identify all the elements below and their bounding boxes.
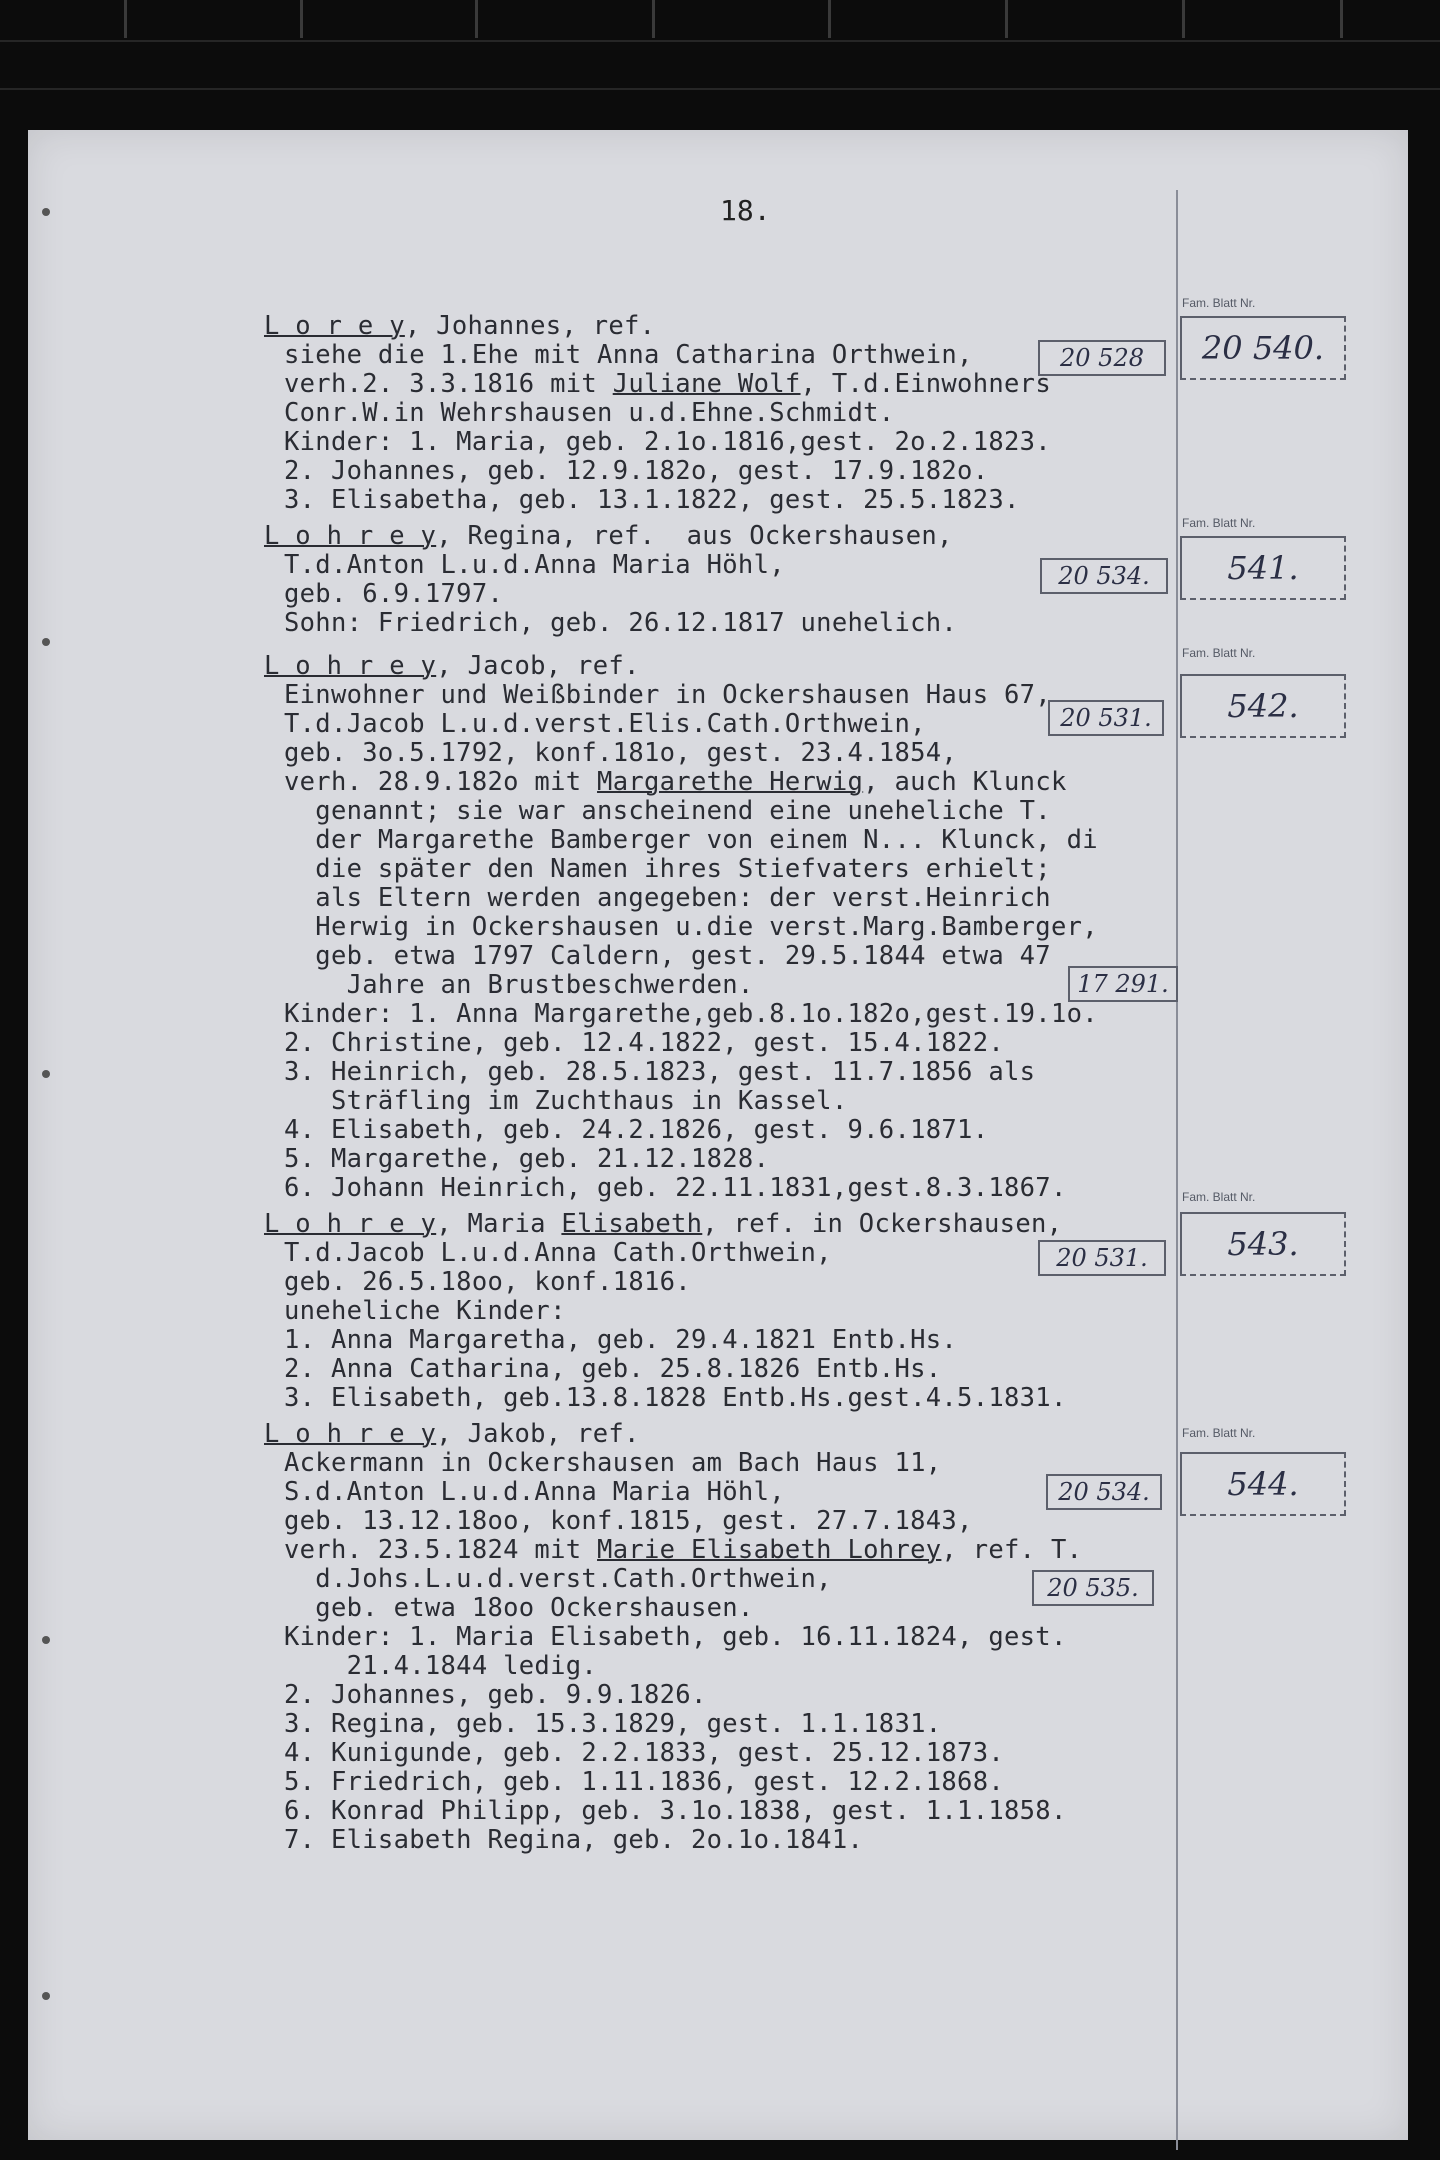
entry-heading — [264, 312, 655, 341]
entry-line: die später den Namen ihres Stiefvaters erhielt; — [284, 854, 1051, 884]
entry-line: geb. 26.5.18oo, konf.1816. — [284, 1267, 691, 1297]
entry-line: 2. Johannes, geb. 9.9.1826. — [284, 1680, 707, 1710]
line-text: verh.2. 3.3.1816 mit — [284, 369, 613, 399]
entry-line: 21.4.1844 ledig. — [284, 1651, 598, 1681]
surname: L o h r e y — [264, 1209, 437, 1239]
reference-box: 20 534. — [1046, 1474, 1162, 1510]
reference-box: 20 534. — [1040, 558, 1168, 594]
document-page — [28, 130, 1408, 2140]
line-text: , Jakob, ref. — [436, 1419, 640, 1449]
entry-line: 3. Regina, geb. 15.3.1829, gest. 1.1.1831. — [284, 1709, 942, 1739]
entry-line: als Eltern werden angegeben: der verst.Heinrich — [284, 883, 1051, 913]
line-text: , Regina, ref. aus Ockershausen, — [436, 521, 953, 551]
film-tick — [652, 0, 655, 38]
film-tick — [475, 0, 478, 38]
entry-line: T.d.Jacob L.u.d.verst.Elis.Cath.Orthwein, — [284, 709, 926, 739]
entry-line — [284, 768, 1067, 797]
entry-line: geb. 6.9.1797. — [284, 579, 504, 609]
entry-line — [284, 1536, 1082, 1565]
page-number: 18. — [720, 194, 771, 227]
entry-heading — [264, 652, 640, 681]
fam-blatt-box: 544. — [1180, 1452, 1346, 1516]
entry-line: der Margarethe Bamberger von einem N... Klunck, di — [284, 825, 1098, 855]
entry-line: siehe die 1.Ehe mit Anna Catharina Orthwein, — [284, 340, 973, 370]
line-text: , Johannes, ref. — [404, 311, 656, 341]
fam-blatt-label: Fam. Blatt Nr. — [1182, 296, 1256, 310]
entry-line: Conr.W.in Wehrshausen u.d.Ehne.Schmidt. — [284, 398, 895, 428]
entry-line: d.Johs.L.u.d.verst.Cath.Orthwein, — [284, 1564, 832, 1594]
entry-heading — [264, 1420, 640, 1449]
punch-hole — [42, 1636, 50, 1644]
entry-line: 2. Johannes, geb. 12.9.182o, gest. 17.9.182o. — [284, 456, 989, 486]
spouse-name: Marie Elisabeth Lohrey — [597, 1535, 942, 1565]
margin-rule — [1176, 190, 1178, 2150]
line-text: , T.d.Einwohners — [800, 369, 1051, 399]
film-band — [0, 40, 1440, 42]
line-text: , ref. T. — [941, 1535, 1083, 1565]
entry-line: Einwohner und Weißbinder in Ockershausen Haus 67, — [284, 680, 1051, 710]
surname: L o h r e y — [264, 521, 437, 551]
fam-blatt-label: Fam. Blatt Nr. — [1182, 646, 1256, 660]
punch-hole — [42, 1070, 50, 1078]
film-tick — [1340, 0, 1343, 38]
surname: L o h r e y — [264, 1419, 437, 1449]
entry-line: 7. Elisabeth Regina, geb. 2o.1o.1841. — [284, 1825, 864, 1855]
line-text: , Jacob, ref. — [436, 651, 640, 681]
entry-line: 2. Anna Catharina, geb. 25.8.1826 Entb.Hs. — [284, 1354, 942, 1384]
spouse-name: Juliane Wolf — [612, 369, 801, 399]
entry-line: Ackermann in Ockershausen am Bach Haus 11, — [284, 1448, 942, 1478]
entry-heading — [264, 1210, 1062, 1239]
entry-line: Sohn: Friedrich, geb. 26.12.1817 unehelich. — [284, 608, 958, 638]
film-tick — [124, 0, 127, 38]
entry-line: 3. Elisabeth, geb.13.8.1828 Entb.Hs.gest.4.5.1831. — [284, 1383, 1067, 1413]
film-tick — [1005, 0, 1008, 38]
given-name-underlined: Elisabeth — [561, 1209, 703, 1239]
surname: L o h r e y — [264, 651, 437, 681]
entry-line: genannt; sie war anscheinend eine uneheliche T. — [284, 796, 1051, 826]
surname: L o r e y — [264, 311, 405, 341]
reference-box: 20 528 — [1038, 340, 1166, 376]
entry-line: uneheliche Kinder: — [284, 1296, 566, 1326]
entry-line: Jahre an Brustbeschwerden. — [284, 970, 754, 1000]
entry-line: 5. Margarethe, geb. 21.12.1828. — [284, 1144, 770, 1174]
line-text: verh. 23.5.1824 mit — [284, 1535, 598, 1565]
entry-line: 2. Christine, geb. 12.4.1822, gest. 15.4.1822. — [284, 1028, 1005, 1058]
reference-box: 20 531. — [1038, 1240, 1166, 1276]
punch-hole — [42, 638, 50, 646]
entry-line: geb. etwa 1797 Caldern, gest. 29.5.1844 etwa 47 — [284, 941, 1051, 971]
fam-blatt-label: Fam. Blatt Nr. — [1182, 1426, 1256, 1440]
entry-line: Kinder: 1. Maria Elisabeth, geb. 16.11.1824, gest. — [284, 1622, 1067, 1652]
reference-box: 20 531. — [1048, 700, 1164, 736]
fam-blatt-box: 543. — [1180, 1212, 1346, 1276]
entry-line: T.d.Jacob L.u.d.Anna Cath.Orthwein, — [284, 1238, 832, 1268]
reference-box: 20 535. — [1032, 1570, 1154, 1606]
line-text: , ref. in Ockershausen, — [702, 1209, 1063, 1239]
spouse-name: Margarethe Herwig — [597, 767, 864, 797]
fam-blatt-box: 20 540. — [1180, 316, 1346, 380]
fam-blatt-box: 542. — [1180, 674, 1346, 738]
entry-heading — [264, 522, 953, 551]
film-tick — [1182, 0, 1185, 38]
entry-line: 3. Elisabetha, geb. 13.1.1822, gest. 25.5.1823. — [284, 485, 1020, 515]
entry-line — [284, 370, 1051, 399]
line-text: , Maria — [436, 1209, 562, 1239]
entry-line: Kinder: 1. Anna Margarethe,geb.8.1o.182o,gest.19.1o. — [284, 999, 1098, 1029]
punch-hole — [42, 208, 50, 216]
fam-blatt-label: Fam. Blatt Nr. — [1182, 1190, 1256, 1204]
fam-blatt-label: Fam. Blatt Nr. — [1182, 516, 1256, 530]
line-text: verh. 28.9.182o mit — [284, 767, 598, 797]
fam-blatt-box: 541. — [1180, 536, 1346, 600]
film-tick — [828, 0, 831, 38]
entry-line: 6. Konrad Philipp, geb. 3.1o.1838, gest. 1.1.1858. — [284, 1796, 1067, 1826]
entry-line: S.d.Anton L.u.d.Anna Maria Höhl, — [284, 1477, 785, 1507]
entry-line: geb. etwa 18oo Ockershausen. — [284, 1593, 754, 1623]
reference-box: 17 291. — [1068, 966, 1178, 1002]
film-band — [0, 88, 1440, 90]
film-tick — [300, 0, 303, 38]
entry-line: Kinder: 1. Maria, geb. 2.1o.1816,gest. 2o.2.1823. — [284, 427, 1051, 457]
entry-line: 4. Elisabeth, geb. 24.2.1826, gest. 9.6.1871. — [284, 1115, 989, 1145]
entry-line: 4. Kunigunde, geb. 2.2.1833, gest. 25.12.1873. — [284, 1738, 1005, 1768]
entry-line: geb. 13.12.18oo, konf.1815, gest. 27.7.1843, — [284, 1506, 973, 1536]
punch-hole — [42, 1992, 50, 2000]
entry-line: 6. Johann Heinrich, geb. 22.11.1831,gest.8.3.1867. — [284, 1173, 1067, 1203]
entry-line: Sträfling im Zuchthaus in Kassel. — [284, 1086, 848, 1116]
entry-line: 5. Friedrich, geb. 1.11.1836, gest. 12.2.1868. — [284, 1767, 1005, 1797]
entry-line: T.d.Anton L.u.d.Anna Maria Höhl, — [284, 550, 785, 580]
entry-line: geb. 3o.5.1792, konf.181o, gest. 23.4.1854, — [284, 738, 958, 768]
line-text: , auch Klunck — [863, 767, 1067, 797]
entry-line: 3. Heinrich, geb. 28.5.1823, gest. 11.7.1856 als — [284, 1057, 1036, 1087]
entry-line: Herwig in Ockershausen u.die verst.Marg.Bamberger, — [284, 912, 1098, 942]
entry-line: 1. Anna Margaretha, geb. 29.4.1821 Entb.Hs. — [284, 1325, 958, 1355]
